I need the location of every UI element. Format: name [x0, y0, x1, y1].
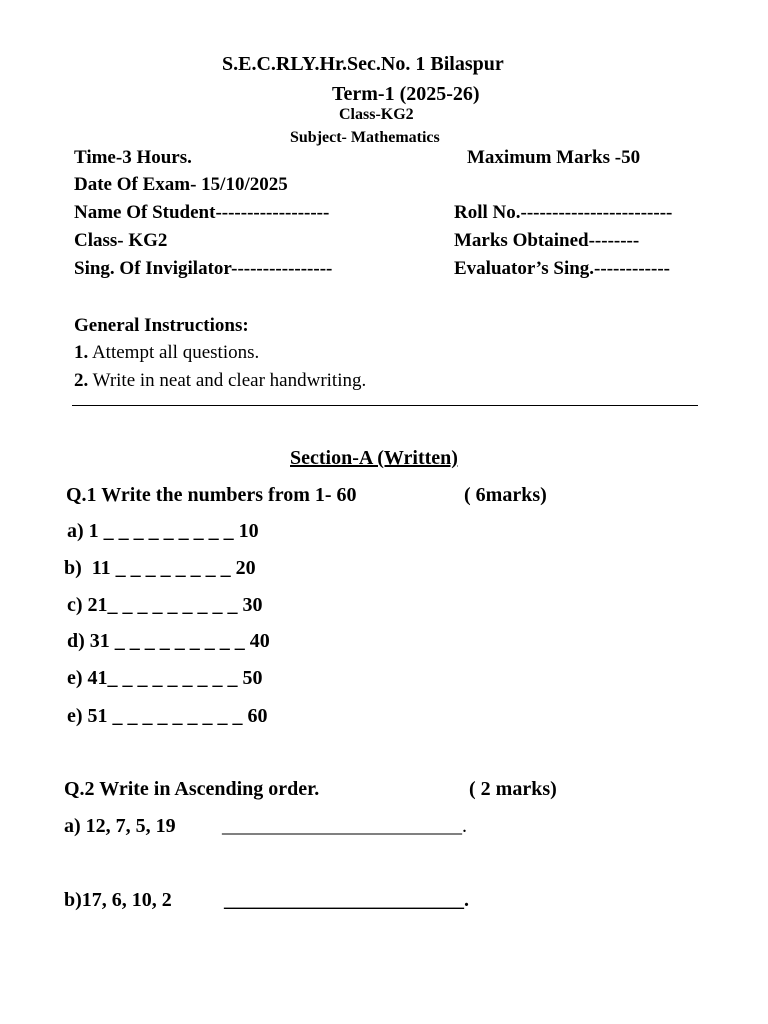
student-class: Class- KG2 [74, 230, 168, 251]
question-2-marks: ( 2 marks) [469, 778, 557, 800]
exam-term: Term-1 (2025-26) [332, 83, 480, 105]
instruction-text: Write in neat and clear handwriting. [88, 370, 367, 391]
roll-number-field: Roll No.------------------------ [454, 202, 673, 223]
q2-item-a-label: a) 12, 7, 5, 19 [64, 815, 176, 837]
q1-item-c: c) 21_ _ _ _ _ _ _ _ _ 30 [67, 594, 263, 616]
instruction-number: 1. [74, 342, 89, 363]
exam-date: Date Of Exam- 15/10/2025 [74, 174, 288, 195]
section-title: Section-A (Written) [290, 447, 458, 469]
exam-duration: Time-3 Hours. [74, 147, 192, 168]
q1-item-e2: e) 51 _ _ _ _ _ _ _ _ _ 60 [67, 705, 268, 727]
q1-item-e: e) 41_ _ _ _ _ _ _ _ _ 50 [67, 667, 263, 689]
q1-item-b: b) 11 _ _ _ _ _ _ _ _ 20 [64, 557, 256, 579]
q2-item-b-label: b)17, 6, 10, 2 [64, 889, 172, 911]
instruction-item [74, 371, 366, 390]
school-name: S.E.C.RLY.Hr.Sec.No. 1 Bilaspur [222, 53, 504, 75]
class-heading: Class-KG2 [339, 106, 414, 123]
invigilator-signature-field: Sing. Of Invigilator---------------- [74, 258, 333, 279]
q2-item-a-blank: ________________________. [222, 815, 467, 837]
question-1-marks: ( 6marks) [464, 484, 547, 506]
divider-line [72, 405, 698, 406]
subject-heading: Subject- Mathematics [290, 129, 440, 146]
student-name-field: Name Of Student------------------ [74, 202, 330, 223]
q1-item-d: d) 31 _ _ _ _ _ _ _ _ _ 40 [67, 630, 270, 652]
maximum-marks: Maximum Marks -50 [467, 147, 641, 168]
q2-item-b-blank: ________________________. [224, 889, 469, 911]
instruction-number: 2. [74, 370, 89, 391]
question-2-text: Q.2 Write in Ascending order. [64, 778, 320, 800]
instruction-text: Attempt all questions. [88, 342, 260, 363]
instruction-item [74, 343, 259, 362]
evaluator-signature-field: Evaluator’s Sing.------------ [454, 258, 670, 279]
marks-obtained-field: Marks Obtained-------- [454, 230, 640, 251]
question-1-text: Q.1 Write the numbers from 1- 60 [66, 484, 357, 506]
instructions-heading: General Instructions: [74, 315, 249, 336]
q1-item-a: a) 1 _ _ _ _ _ _ _ _ _ 10 [67, 520, 259, 542]
